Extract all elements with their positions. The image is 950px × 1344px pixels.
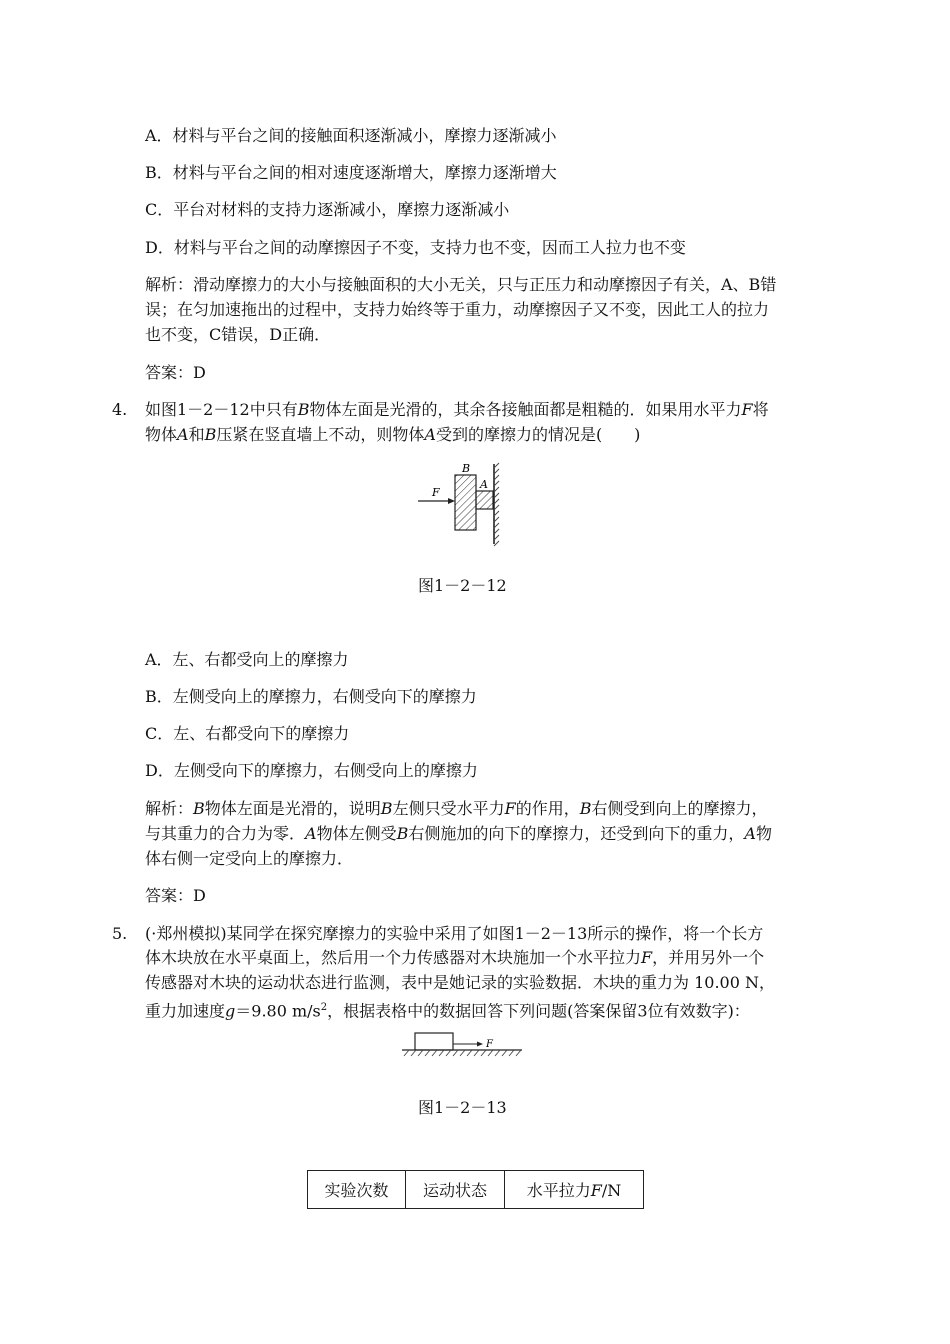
label-f: F xyxy=(432,486,440,499)
data-table xyxy=(307,1170,644,1209)
block-b xyxy=(455,475,476,530)
q5-stem-line-1: (·郑州模拟)某同学在探究摩擦力的实验中采用了如图1－2－13所示的操作，将一个长方 xyxy=(145,924,764,943)
q3-answer: 答案：D xyxy=(145,363,206,382)
q4-analysis-line-3: 体右侧一定受向上的摩擦力． xyxy=(145,849,354,868)
figure-caption: 图1－2－13 xyxy=(418,1098,507,1117)
q3-analysis-line: 也不变，C错误，D正确． xyxy=(145,325,331,344)
figure-caption: 图1－2－12 xyxy=(418,576,507,595)
q3-option-a: A．材料与平台之间的接触面积逐渐减小，摩擦力逐渐减小 xyxy=(145,126,557,145)
q4-analysis-line-1: 解析：B物体左面是光滑的，说明B左侧只受水平力F的作用，B右侧受到向上的摩擦力， xyxy=(145,799,768,818)
q5-stem-line-3: 传感器对木块的运动状态进行监测，表中是她记录的实验数据．木块的重力为 10.00 N， xyxy=(145,973,775,992)
header-pull-force: 水平拉力F/N xyxy=(505,1171,644,1209)
figure-1-2-13 xyxy=(400,1030,525,1062)
table-header-row xyxy=(308,1171,644,1209)
q4-option-d: D．左侧受向下的摩擦力，右侧受向上的摩擦力 xyxy=(145,761,478,780)
q4-stem-line-1: 如图1－2－12中只有B物体左面是光滑的，其余各接触面都是粗糙的．如果用水平力F将 xyxy=(145,400,769,419)
q4-analysis-line-2: 与其重力的合力为零．A物体左侧受B右侧施加的向下的摩擦力，还受到向下的重力，A物 xyxy=(145,824,772,843)
q4-answer: 答案：D xyxy=(145,886,206,905)
figure-1-2-12 xyxy=(410,458,510,550)
header-trial: 实验次数 xyxy=(308,1171,406,1209)
q4-option-b: B．左侧受向上的摩擦力，右侧受向下的摩擦力 xyxy=(145,687,477,706)
q5-stem-line-4: 重力加速度g＝9.80 $m/s^2$，根据表格中的数据回答下列问题(答案保留3位有效数字)： xyxy=(145,1001,750,1021)
q3-analysis-line: 解析：滑动摩擦力的大小与接触面积的大小无关，只与正压力和动摩擦因子有关，A、B错 xyxy=(145,275,777,294)
label-f: F xyxy=(486,1039,493,1050)
q4-number: 4. xyxy=(112,400,128,419)
q3-analysis-line: 误；在匀加速拖出的过程中，支持力始终等于重力，动摩擦因子又不变，因此工人的拉力 xyxy=(145,300,770,319)
pull-arrowhead xyxy=(477,1042,483,1047)
q4-option-a: A．左、右都受向上的摩擦力 xyxy=(145,650,349,669)
force-arrowhead xyxy=(448,498,455,504)
q4-stem-line-2: 物体A和B压紧在竖直墙上不动，则物体A受到的摩擦力的情况是( ) xyxy=(145,425,641,444)
q3-option-c: C．平台对材料的支持力逐渐减小，摩擦力逐渐减小 xyxy=(145,200,510,219)
q5-number: 5. xyxy=(112,924,128,943)
surface-hatching xyxy=(404,1050,521,1056)
label-b: B xyxy=(462,462,471,475)
q4-option-c: C．左、右都受向下的摩擦力 xyxy=(145,724,350,743)
header-motion-state: 运动状态 xyxy=(406,1171,505,1209)
q5-stem-line-2: 体木块放在水平桌面上，然后用一个力传感器对木块施加一个水平拉力F，并用另外一个 xyxy=(145,948,765,967)
q3-option-d: D．材料与平台之间的动摩擦因子不变，支持力也不变，因而工人拉力也不变 xyxy=(145,238,686,257)
label-a: A xyxy=(480,478,488,491)
block-a xyxy=(476,491,493,509)
wood-block xyxy=(415,1033,453,1050)
q3-option-b: B．材料与平台之间的相对速度逐渐增大，摩擦力逐渐增大 xyxy=(145,163,557,182)
